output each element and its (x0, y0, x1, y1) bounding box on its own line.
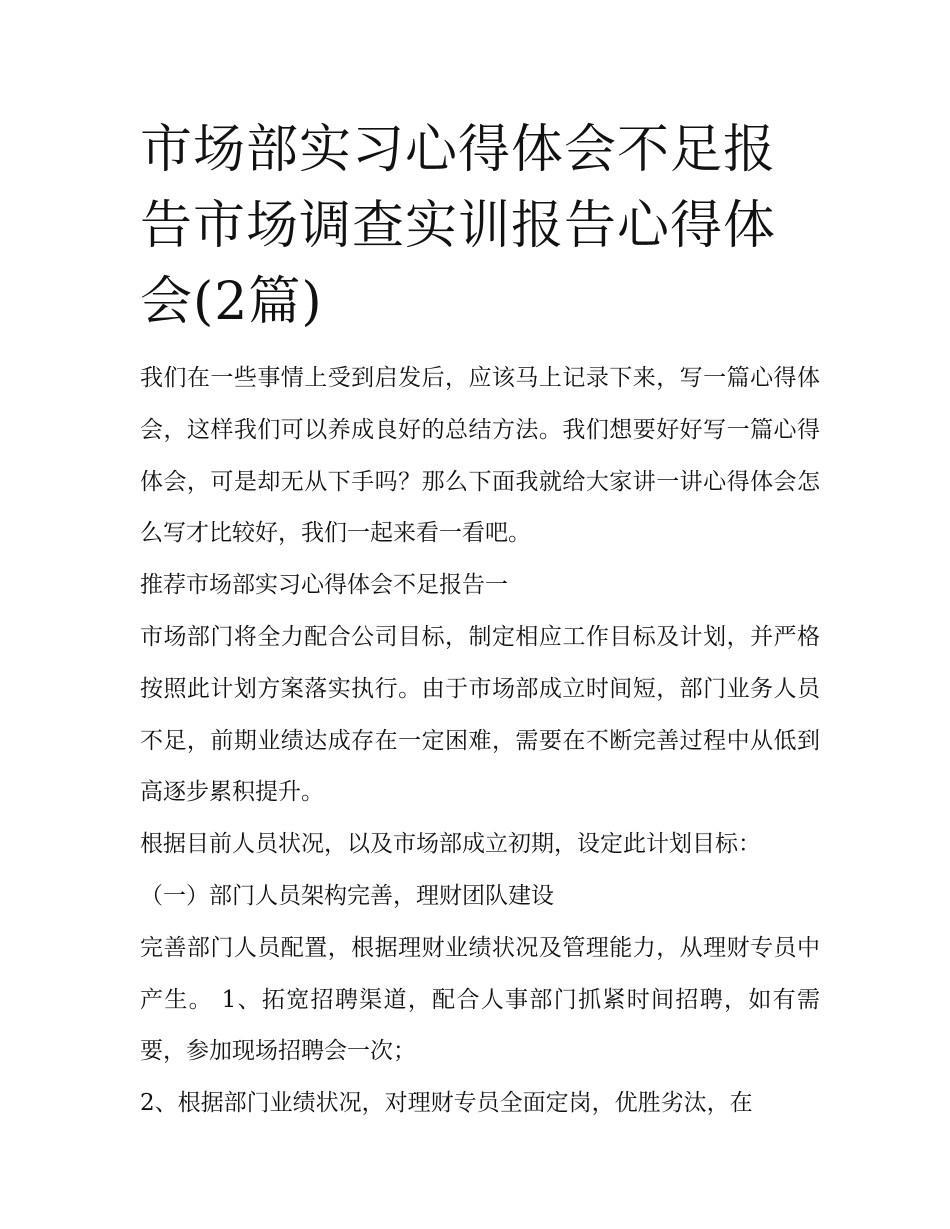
body-paragraph: 根据目前人员状况，以及市场部成立初期，设定此计划目标： (140, 831, 761, 858)
section-heading: 推荐市场部实习心得体会不足报告一 (140, 572, 508, 599)
document-title: 市场部实习心得体会不足报告市场调查实训报告心得体会(2篇) (140, 120, 777, 332)
document-body (140, 353, 820, 1130)
body-paragraph: 完善部门人员配置，根据理财业绩状况及管理能力，从理财专员中产生。 1、拓宽招聘渠道，配合人事部门抓紧时间招聘，如有需要，参加现场招聘会一次； (140, 934, 820, 1065)
body-paragraph: 2、根据部门业绩状况，对理财专员全面定岗，优胜劣汰，在 (140, 1090, 753, 1117)
intro-paragraph: 我们在一些事情上受到启发后，应该马上记录下来，写一篇心得体会，这样我们可以养成良好的总结方法。我们想要好好写一篇心得体会，可是却无从下手吗？那么下面我就给大家讲一讲心得体会怎么写才比较好，我们一起来看一看吧。 (140, 365, 820, 547)
subsection-heading: （一）部门人员架构完善，理财团队建设 (140, 882, 554, 909)
body-paragraph: 市场部门将全力配合公司目标，制定相应工作目标及计划，并严格按照此计划方案落实执行。由于市场部成立时间短，部门业务人员不足，前期业绩达成存在一定困难，需要在不断完善过程中从低到高逐步累积提升。 (140, 623, 820, 806)
